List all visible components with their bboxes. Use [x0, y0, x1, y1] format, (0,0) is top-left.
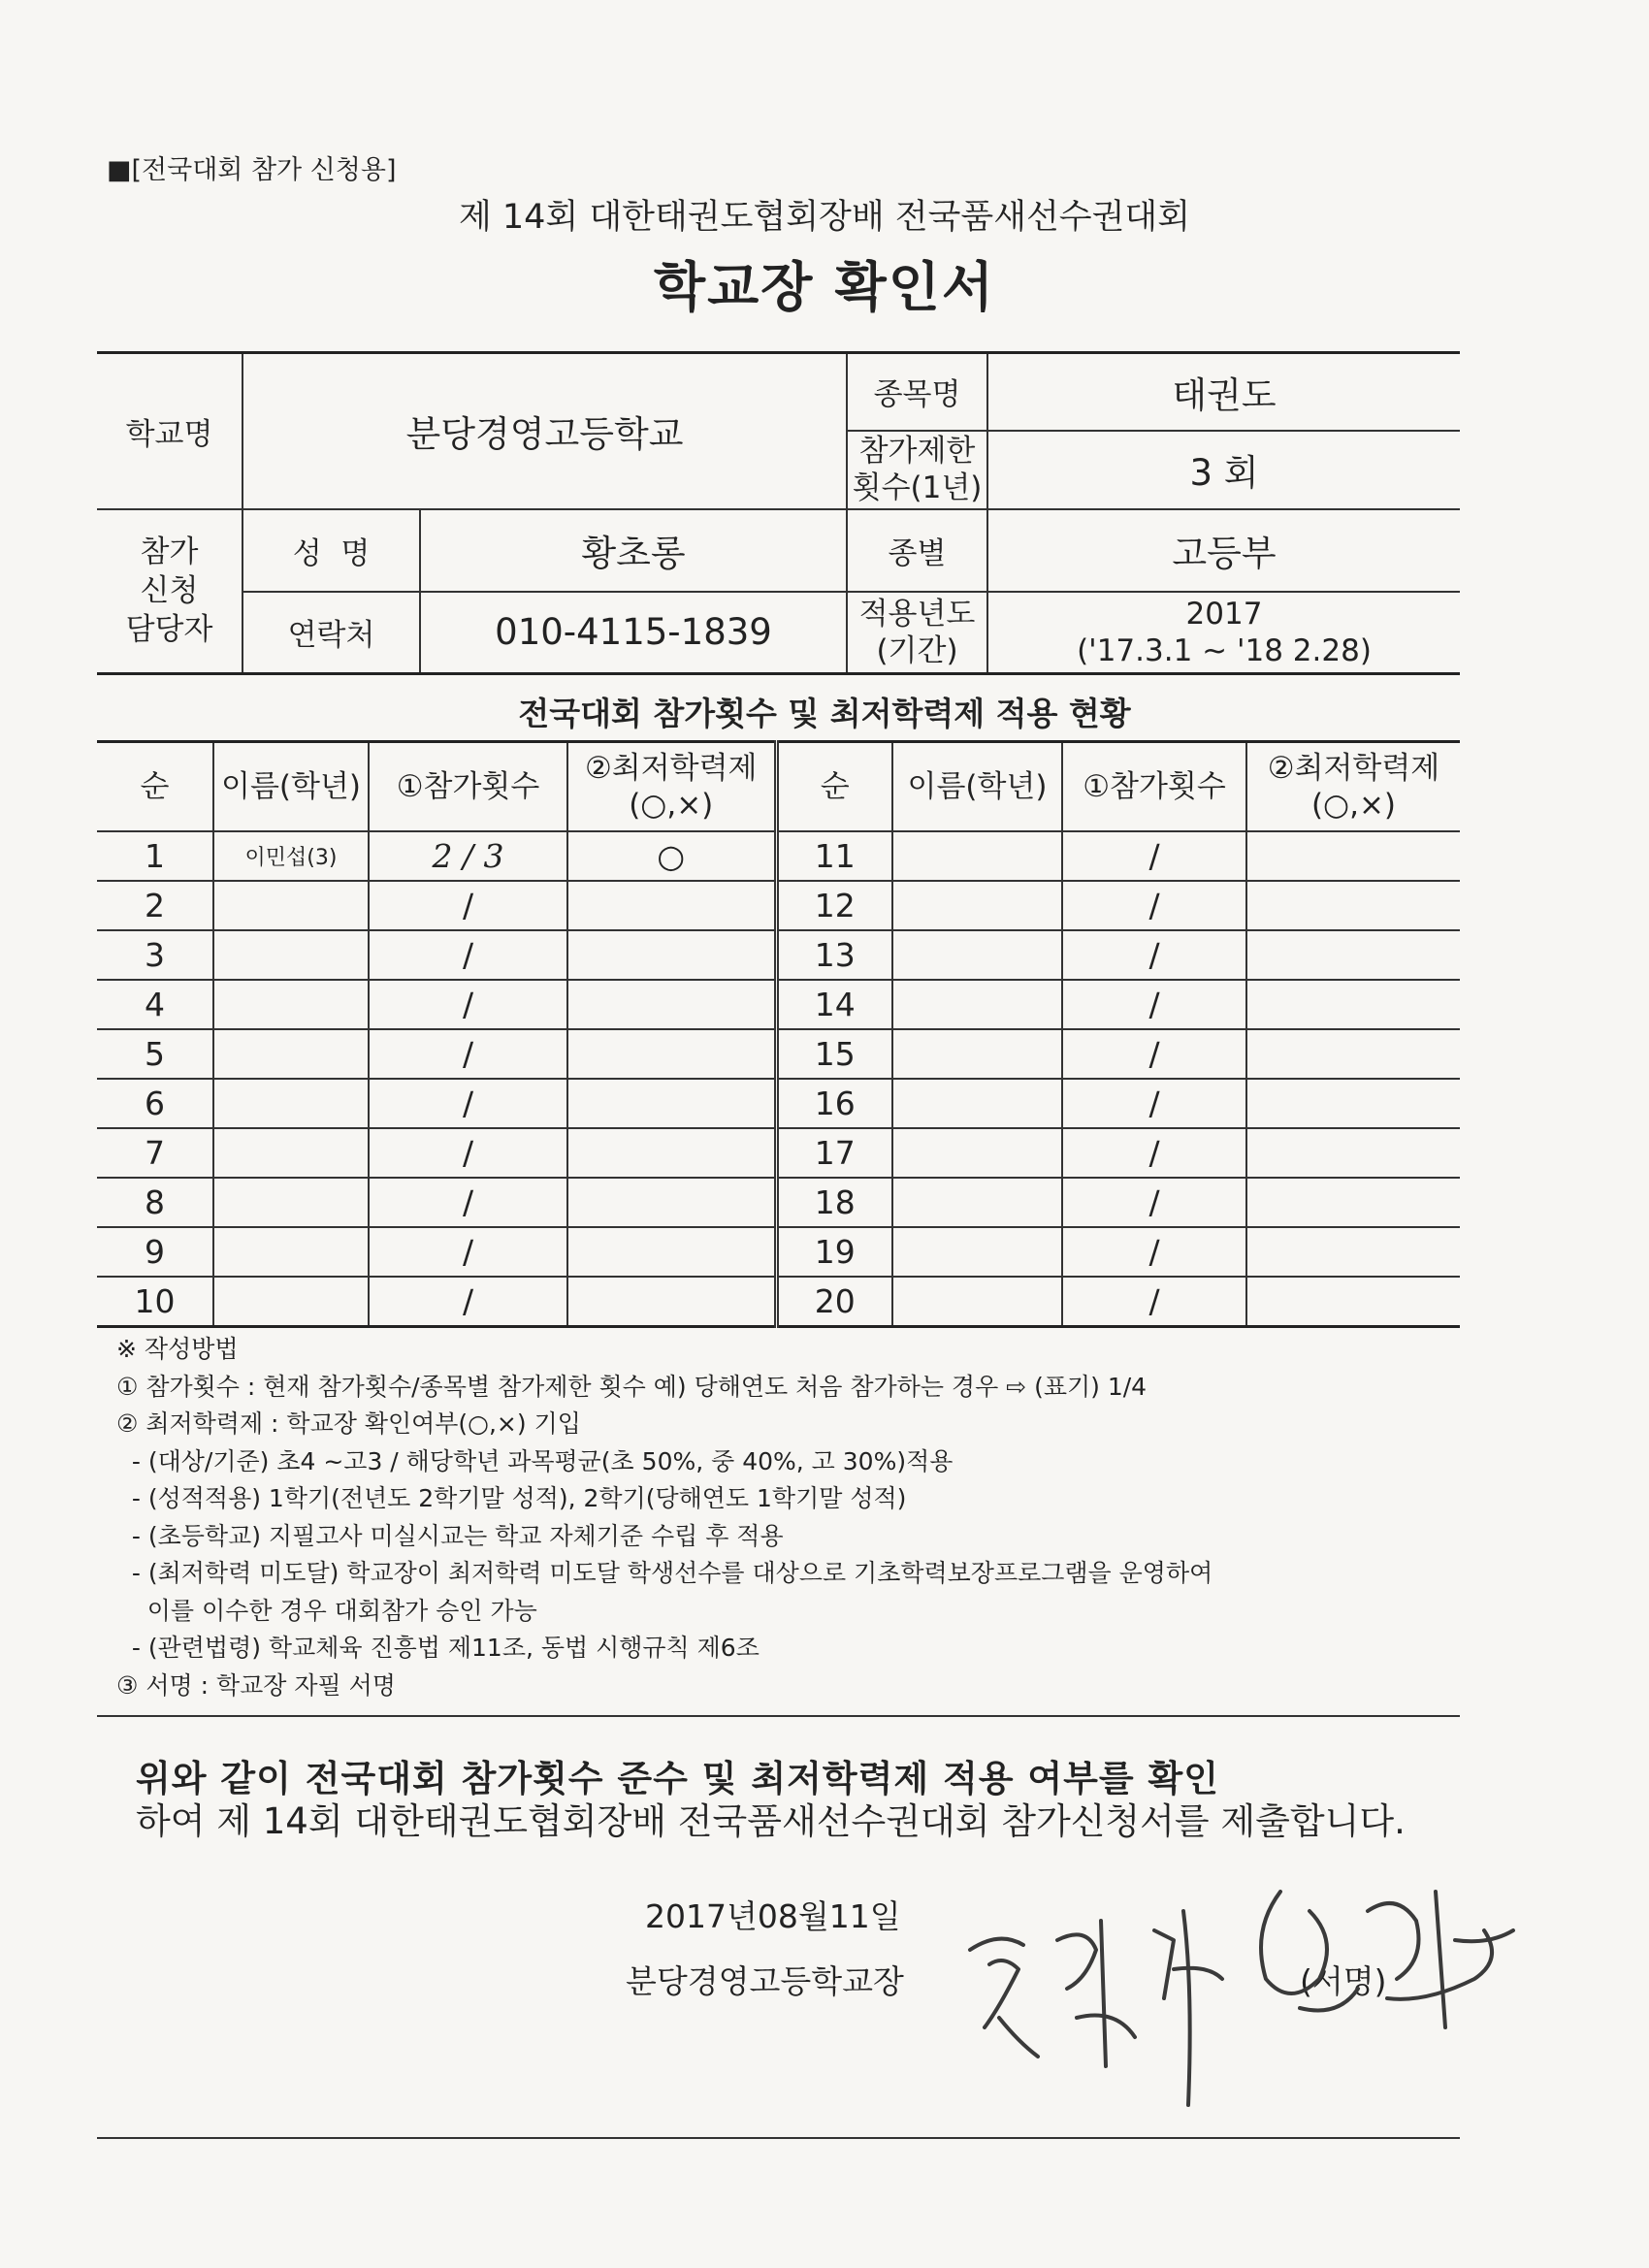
statement-line1: 위와 같이 전국대회 참가횟수 준수 및 최저학력제 적용 여부를 확인 — [136, 1758, 1219, 1799]
year-value: 2017 — [1185, 596, 1263, 632]
row-no: 17 — [776, 1128, 892, 1178]
row-no: 1 — [97, 831, 213, 881]
row-count: / — [1062, 1079, 1246, 1128]
row-academic — [1246, 1178, 1460, 1227]
row-academic — [1246, 980, 1460, 1029]
header-academic-line2: (○,×) — [1310, 788, 1397, 823]
year-label-line2: (기간) — [876, 632, 958, 668]
status-table — [97, 740, 1460, 1328]
event-label: 종목명 — [847, 353, 987, 431]
table-row — [97, 1227, 1460, 1277]
row-academic: ○ — [567, 831, 776, 881]
row-academic — [567, 1128, 776, 1178]
header-no: 순 — [776, 742, 892, 832]
year-label — [847, 592, 987, 674]
applicant-label-line1: 참가 — [140, 535, 199, 570]
row-name — [213, 930, 369, 980]
applicant-label-line3: 담당자 — [125, 612, 213, 648]
row-no: 3 — [97, 930, 213, 980]
row-name — [213, 1227, 369, 1277]
event-value: 태권도 — [987, 353, 1460, 431]
contact-label: 연락처 — [242, 592, 420, 674]
row-no: 5 — [97, 1029, 213, 1079]
row-count: / — [369, 1227, 567, 1277]
period-value: ('17.3.1 ~ '18 2.28) — [1077, 632, 1372, 668]
row-academic — [567, 930, 776, 980]
row-name — [892, 1227, 1062, 1277]
note-line: - (최저학력 미도달) 학교장이 최저학력 미도달 학생선수를 대상으로 기초학력보장프로그램을 운영하여 — [116, 1559, 1213, 1587]
row-count: / — [369, 881, 567, 930]
signature-stroke — [970, 1939, 1038, 2057]
row-academic — [1246, 831, 1460, 881]
note-line: - (초등학교) 지필고사 미실시교는 학교 자체기준 수립 후 적용 — [116, 1521, 784, 1550]
row-name: 이민섭(3) — [213, 831, 369, 881]
row-no: 15 — [776, 1029, 892, 1079]
limit-label-line1: 참가제한 — [858, 434, 976, 469]
row-count: / — [369, 980, 567, 1029]
row-no: 13 — [776, 930, 892, 980]
row-no: 11 — [776, 831, 892, 881]
header-name: 이름(학년) — [892, 742, 1062, 832]
header-name: 이름(학년) — [213, 742, 369, 832]
contact-value: 010-4115-1839 — [420, 592, 847, 674]
note-line: ※ 작성방법 — [116, 1335, 239, 1363]
row-count: / — [369, 930, 567, 980]
row-name — [892, 1029, 1062, 1079]
handwritten-signature — [931, 1872, 1533, 2115]
table-row — [97, 1079, 1460, 1128]
limit-value: 3 회 — [987, 431, 1460, 509]
header-academic-line1: ②최저학력제 — [1267, 751, 1440, 786]
row-count: / — [1062, 930, 1246, 980]
row-no: 7 — [97, 1128, 213, 1178]
row-no: 8 — [97, 1178, 213, 1227]
name-value: 황초롱 — [420, 509, 847, 592]
competition-title: 제 14회 대한태권도협회장배 전국품새선수권대회 — [458, 198, 1191, 237]
header-count: ①참가횟수 — [369, 742, 567, 832]
row-name — [213, 1277, 369, 1327]
row-academic — [1246, 1079, 1460, 1128]
table-row — [97, 980, 1460, 1029]
divider — [97, 1715, 1460, 1717]
signature-stroke — [1154, 1911, 1222, 2105]
row-count: / — [369, 1079, 567, 1128]
note-line: ① 참가횟수 : 현재 참가횟수/종목별 참가제한 횟수 예) 당해연도 처음 참가하는 경우 ⇨ (표기) 1/4 — [116, 1372, 1148, 1401]
signature-stroke — [1057, 1921, 1135, 2066]
row-academic — [1246, 1128, 1460, 1178]
row-academic — [567, 980, 776, 1029]
note-line: ③ 서명 : 학교장 자필 서명 — [116, 1670, 396, 1700]
row-name — [892, 1079, 1062, 1128]
year-cell — [987, 592, 1460, 674]
table-row — [97, 930, 1460, 980]
row-name — [213, 1128, 369, 1178]
row-count: / — [369, 1029, 567, 1079]
header-academic-line2: (○,×) — [629, 788, 714, 823]
row-academic — [1246, 1277, 1460, 1327]
row-academic — [567, 1079, 776, 1128]
row-no: 12 — [776, 881, 892, 930]
row-no: 10 — [97, 1277, 213, 1327]
row-academic — [1246, 881, 1460, 930]
limit-label — [847, 431, 987, 509]
row-academic — [567, 1178, 776, 1227]
row-academic — [1246, 930, 1460, 980]
row-name — [892, 1178, 1062, 1227]
page-title: 학교장 확인서 — [654, 256, 995, 318]
school-value: 분당경영고등학교 — [242, 353, 847, 509]
signature-stroke — [1261, 1892, 1358, 2011]
row-academic — [567, 1029, 776, 1079]
header-academic-line1: ②최저학력제 — [584, 751, 758, 786]
row-no: 18 — [776, 1178, 892, 1227]
header-count: ①참가횟수 — [1062, 742, 1246, 832]
table-row — [97, 1128, 1460, 1178]
row-count: / — [1062, 881, 1246, 930]
table-row — [97, 1178, 1460, 1227]
table-row — [97, 1277, 1460, 1327]
row-count: / — [1062, 1178, 1246, 1227]
row-count: / — [369, 1277, 567, 1327]
row-no: 19 — [776, 1227, 892, 1277]
applicant-label — [97, 509, 242, 674]
row-name — [213, 980, 369, 1029]
school-label: 학교명 — [97, 353, 242, 509]
table-row — [97, 831, 1460, 881]
row-count: / — [1062, 1029, 1246, 1079]
status-title: 전국대회 참가횟수 및 최저학력제 적용 현황 — [518, 695, 1131, 732]
row-count: / — [1062, 1277, 1246, 1327]
row-name — [892, 881, 1062, 930]
row-academic — [1246, 1029, 1460, 1079]
note-line: 이를 이수한 경우 대회참가 승인 가능 — [116, 1596, 537, 1625]
row-no: 2 — [97, 881, 213, 930]
row-count: / — [369, 1178, 567, 1227]
signature-mark: (서명) — [1300, 1962, 1387, 2000]
row-name — [892, 1277, 1062, 1327]
applicant-label-line2: 신청 — [140, 573, 199, 609]
row-name — [213, 881, 369, 930]
division-label: 종별 — [847, 509, 987, 592]
statement-line2: 하여 제 14회 대한태권도협회장배 전국품새선수권대회 참가신청서를 제출합니다. — [136, 1800, 1406, 1842]
row-name — [892, 1128, 1062, 1178]
row-no: 16 — [776, 1079, 892, 1128]
year-label-line1: 적용년도 — [858, 596, 976, 632]
signature-stroke — [1368, 1892, 1492, 2027]
row-name — [213, 1079, 369, 1128]
row-name — [892, 980, 1062, 1029]
row-academic — [567, 1277, 776, 1327]
row-academic — [567, 881, 776, 930]
row-no: 4 — [97, 980, 213, 1029]
note-line: - (성적적용) 1학기(전년도 2학기말 성적), 2학기(당해연도 1학기말 성적) — [116, 1484, 907, 1512]
row-name — [892, 930, 1062, 980]
table-row — [97, 881, 1460, 930]
row-count: / — [369, 1128, 567, 1178]
limit-label-line2: 횟수(1년) — [852, 470, 983, 505]
signing-date: 2017년08월11일 — [645, 1897, 901, 1935]
row-count: / — [1062, 831, 1246, 881]
principal-title: 분당경영고등학교장 — [626, 1962, 904, 2000]
bottom-divider — [97, 2137, 1460, 2139]
row-no: 20 — [776, 1277, 892, 1327]
header-academic — [1246, 742, 1460, 832]
row-count: / — [1062, 1227, 1246, 1277]
division-value: 고등부 — [987, 509, 1460, 592]
row-academic — [1246, 1227, 1460, 1277]
row-no: 9 — [97, 1227, 213, 1277]
row-no: 14 — [776, 980, 892, 1029]
row-no: 6 — [97, 1079, 213, 1128]
row-name — [213, 1029, 369, 1079]
note-line: ② 최저학력제 : 학교장 확인여부(○,×) 기입 — [116, 1409, 581, 1438]
row-count: 2 / 3 — [369, 831, 567, 881]
info-table — [97, 351, 1460, 675]
row-name — [892, 831, 1062, 881]
instructions — [116, 1331, 1212, 1704]
row-academic — [567, 1227, 776, 1277]
row-name — [213, 1178, 369, 1227]
name-label: 성 명 — [242, 509, 420, 592]
form-type-label: ■[전국대회 참가 신청용] — [107, 155, 397, 185]
header-no: 순 — [97, 742, 213, 832]
table-row — [97, 1029, 1460, 1079]
row-count: / — [1062, 980, 1246, 1029]
note-line: - (관련법령) 학교체육 진흥법 제11조, 동법 시행규칙 제6조 — [116, 1634, 760, 1662]
row-count: / — [1062, 1128, 1246, 1178]
note-line: - (대상/기준) 초4 ~고3 / 해당학년 과목평균(초 50%, 중 40%, 고 30%)적용 — [116, 1446, 954, 1475]
header-academic — [567, 742, 776, 832]
confirmation-statement — [136, 1758, 1426, 1843]
